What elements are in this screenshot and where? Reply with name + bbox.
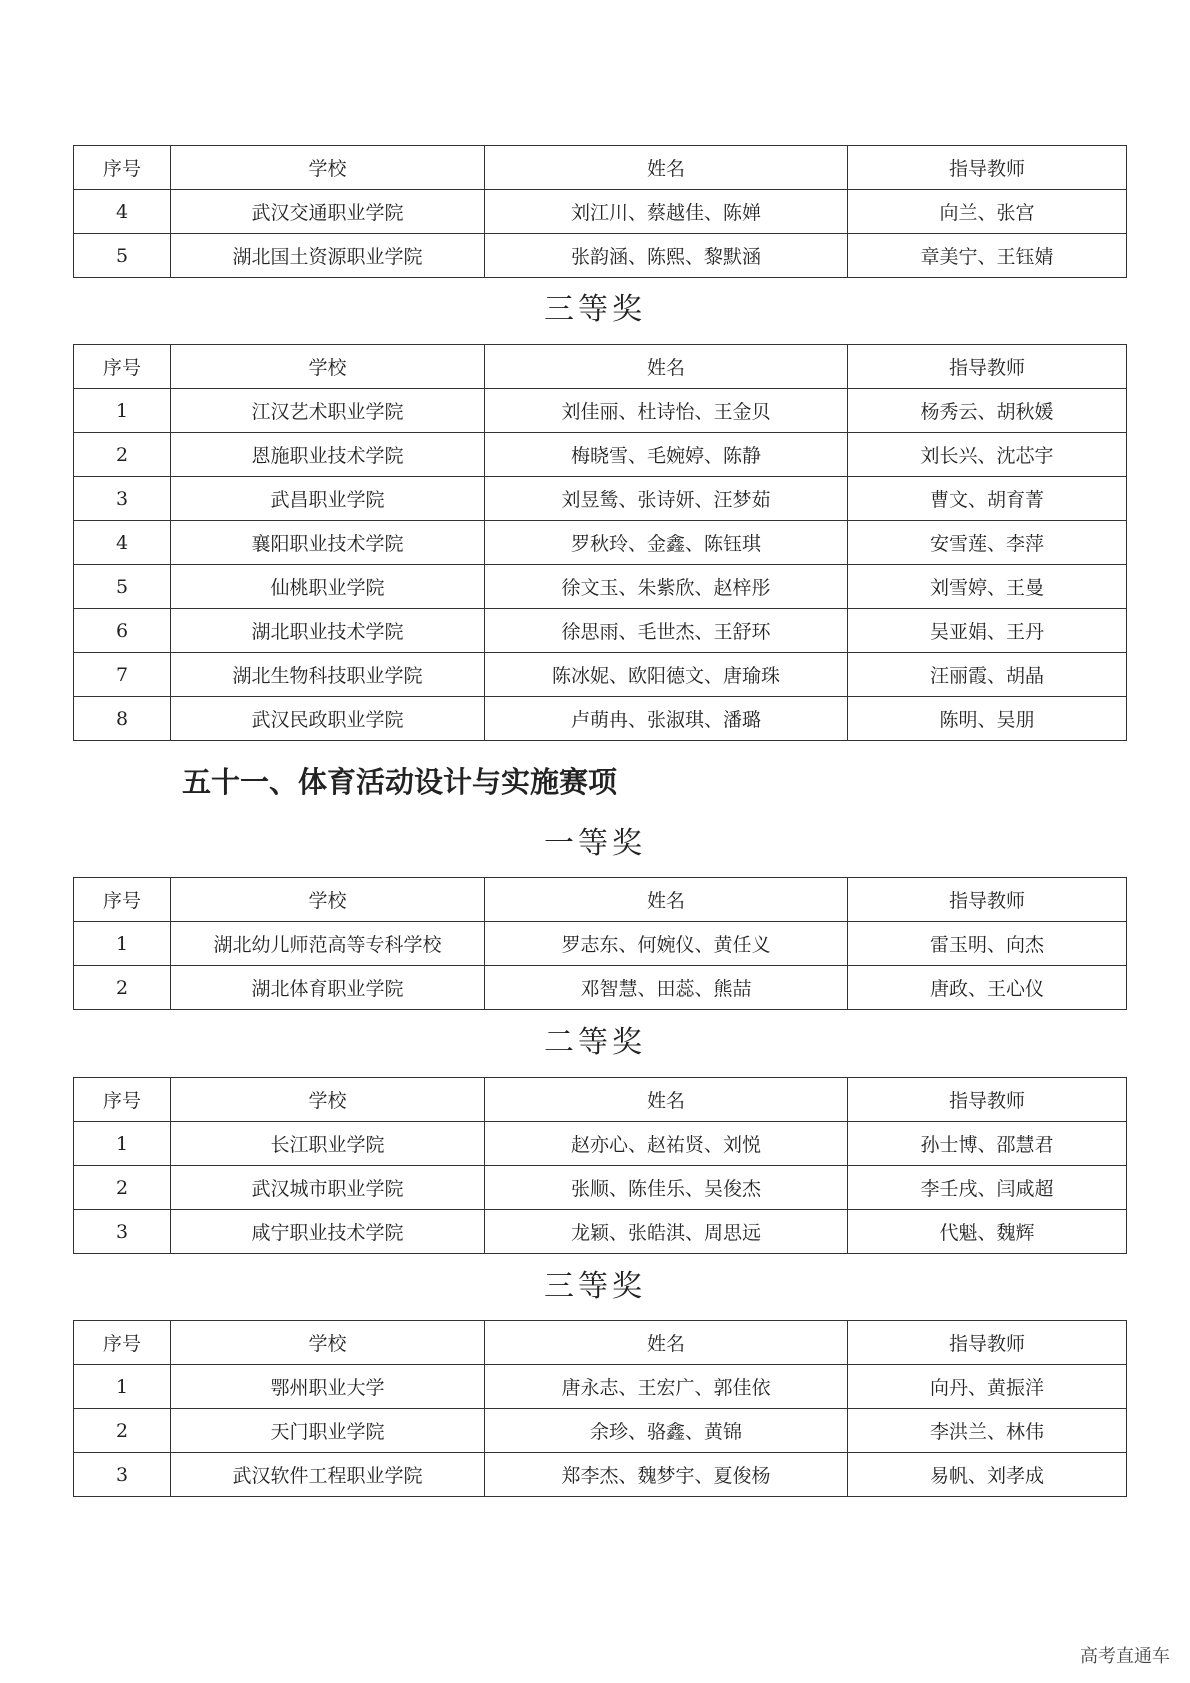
award-heading-first: 一等奖	[544, 826, 646, 861]
table-row	[74, 1365, 1127, 1409]
cell-school: 武汉交通职业学院	[171, 190, 485, 234]
cell-school: 鄂州职业大学	[171, 1365, 485, 1409]
header-teachers: 指导教师	[848, 345, 1127, 389]
cell-no: 3	[74, 477, 171, 521]
award-table-third	[73, 344, 1127, 741]
award-table-second	[73, 1077, 1127, 1254]
cell-teachers: 向兰、张宫	[848, 190, 1127, 234]
header-no: 序号	[74, 1078, 171, 1122]
table-row	[74, 922, 1127, 966]
table-row	[74, 966, 1127, 1010]
cell-names: 赵亦心、赵祐贤、刘悦	[485, 1122, 848, 1166]
table-header-row	[74, 878, 1127, 922]
cell-school: 湖北幼儿师范高等专科学校	[171, 922, 485, 966]
cell-teachers: 刘长兴、沈芯宇	[848, 433, 1127, 477]
cell-no: 1	[74, 389, 171, 433]
section-title: 五十一、体育活动设计与实施赛项	[182, 765, 618, 799]
cell-teachers: 代魁、魏辉	[848, 1210, 1127, 1254]
cell-school: 襄阳职业技术学院	[171, 521, 485, 565]
cell-school: 长江职业学院	[171, 1122, 485, 1166]
cell-names: 罗志东、何婉仪、黄任义	[485, 922, 848, 966]
award-heading-second: 二等奖	[544, 1025, 646, 1060]
table-row	[74, 1210, 1127, 1254]
cell-names: 余珍、骆鑫、黄锦	[485, 1409, 848, 1453]
header-school: 学校	[171, 878, 485, 922]
table-row	[74, 521, 1127, 565]
award-table-continued	[73, 145, 1127, 278]
cell-teachers: 章美宁、王钰婧	[848, 234, 1127, 278]
cell-names: 张韵涵、陈熙、黎默涵	[485, 234, 848, 278]
table-header-row	[74, 1321, 1127, 1365]
cell-teachers: 安雪莲、李萍	[848, 521, 1127, 565]
cell-no: 8	[74, 697, 171, 741]
cell-names: 刘江川、蔡越佳、陈婵	[485, 190, 848, 234]
cell-teachers: 刘雪婷、王曼	[848, 565, 1127, 609]
cell-school: 天门职业学院	[171, 1409, 485, 1453]
cell-names: 邓智慧、田蕊、熊喆	[485, 966, 848, 1010]
award-heading-third: 三等奖	[544, 292, 646, 327]
table-row	[74, 234, 1127, 278]
cell-no: 1	[74, 1122, 171, 1166]
cell-school: 恩施职业技术学院	[171, 433, 485, 477]
cell-no: 1	[74, 922, 171, 966]
cell-teachers: 李洪兰、林伟	[848, 1409, 1127, 1453]
cell-names: 郑李杰、魏梦宇、夏俊杨	[485, 1453, 848, 1497]
cell-teachers: 李壬戌、闫咸超	[848, 1166, 1127, 1210]
table-header-row	[74, 1078, 1127, 1122]
cell-no: 2	[74, 1409, 171, 1453]
cell-names: 徐文玉、朱紫欣、赵梓彤	[485, 565, 848, 609]
cell-school: 武昌职业学院	[171, 477, 485, 521]
cell-no: 4	[74, 521, 171, 565]
cell-no: 6	[74, 609, 171, 653]
cell-school: 武汉城市职业学院	[171, 1166, 485, 1210]
cell-no: 2	[74, 433, 171, 477]
header-teachers: 指导教师	[848, 1078, 1127, 1122]
cell-school: 江汉艺术职业学院	[171, 389, 485, 433]
cell-teachers: 孙士博、邵慧君	[848, 1122, 1127, 1166]
cell-no: 4	[74, 190, 171, 234]
cell-school: 武汉软件工程职业学院	[171, 1453, 485, 1497]
header-no: 序号	[74, 345, 171, 389]
cell-teachers: 雷玉明、向杰	[848, 922, 1127, 966]
cell-names: 徐思雨、毛世杰、王舒环	[485, 609, 848, 653]
table-header-row	[74, 345, 1127, 389]
table-row	[74, 697, 1127, 741]
table-row	[74, 1166, 1127, 1210]
cell-school: 湖北国土资源职业学院	[171, 234, 485, 278]
cell-teachers: 陈明、吴朋	[848, 697, 1127, 741]
header-names: 姓名	[485, 1321, 848, 1365]
header-names: 姓名	[485, 345, 848, 389]
cell-no: 5	[74, 234, 171, 278]
cell-no: 2	[74, 966, 171, 1010]
table-row	[74, 1409, 1127, 1453]
header-school: 学校	[171, 345, 485, 389]
cell-names: 张顺、陈佳乐、吴俊杰	[485, 1166, 848, 1210]
award-table-third-2	[73, 1320, 1127, 1497]
cell-no: 3	[74, 1453, 171, 1497]
cell-school: 湖北职业技术学院	[171, 609, 485, 653]
header-no: 序号	[74, 878, 171, 922]
table-row	[74, 653, 1127, 697]
cell-no: 1	[74, 1365, 171, 1409]
cell-teachers: 唐政、王心仪	[848, 966, 1127, 1010]
cell-no: 2	[74, 1166, 171, 1210]
table-row	[74, 609, 1127, 653]
header-school: 学校	[171, 1321, 485, 1365]
header-names: 姓名	[485, 878, 848, 922]
cell-teachers: 汪丽霞、胡晶	[848, 653, 1127, 697]
cell-school: 湖北体育职业学院	[171, 966, 485, 1010]
header-teachers: 指导教师	[848, 878, 1127, 922]
cell-teachers: 曹文、胡育菁	[848, 477, 1127, 521]
cell-school: 湖北生物科技职业学院	[171, 653, 485, 697]
header-teachers: 指导教师	[848, 146, 1127, 190]
cell-names: 龙颖、张皓淇、周思远	[485, 1210, 848, 1254]
header-no: 序号	[74, 146, 171, 190]
header-no: 序号	[74, 1321, 171, 1365]
cell-teachers: 向丹、黄振洋	[848, 1365, 1127, 1409]
cell-names: 梅晓雪、毛婉婷、陈静	[485, 433, 848, 477]
cell-names: 刘佳丽、杜诗怡、王金贝	[485, 389, 848, 433]
cell-teachers: 易帆、刘孝成	[848, 1453, 1127, 1497]
cell-no: 3	[74, 1210, 171, 1254]
cell-names: 唐永志、王宏广、郭佳依	[485, 1365, 848, 1409]
header-names: 姓名	[485, 1078, 848, 1122]
cell-teachers: 杨秀云、胡秋媛	[848, 389, 1127, 433]
table-row	[74, 389, 1127, 433]
table-row	[74, 433, 1127, 477]
table-row	[74, 565, 1127, 609]
cell-names: 罗秋玲、金鑫、陈钰琪	[485, 521, 848, 565]
cell-names: 刘昱鸶、张诗妍、汪梦茹	[485, 477, 848, 521]
cell-teachers: 吴亚娟、王丹	[848, 609, 1127, 653]
cell-names: 陈冰妮、欧阳德文、唐瑜珠	[485, 653, 848, 697]
table-row	[74, 477, 1127, 521]
watermark: 高考直通车	[1080, 1646, 1170, 1667]
award-table-first	[73, 877, 1127, 1010]
header-school: 学校	[171, 146, 485, 190]
cell-school: 仙桃职业学院	[171, 565, 485, 609]
header-school: 学校	[171, 1078, 485, 1122]
header-teachers: 指导教师	[848, 1321, 1127, 1365]
cell-names: 卢萌冉、张淑琪、潘璐	[485, 697, 848, 741]
cell-school: 咸宁职业技术学院	[171, 1210, 485, 1254]
award-heading-third-2: 三等奖	[544, 1269, 646, 1304]
cell-no: 7	[74, 653, 171, 697]
table-row	[74, 1122, 1127, 1166]
header-names: 姓名	[485, 146, 848, 190]
table-row	[74, 1453, 1127, 1497]
table-header-row	[74, 146, 1127, 190]
cell-school: 武汉民政职业学院	[171, 697, 485, 741]
cell-no: 5	[74, 565, 171, 609]
table-row	[74, 190, 1127, 234]
